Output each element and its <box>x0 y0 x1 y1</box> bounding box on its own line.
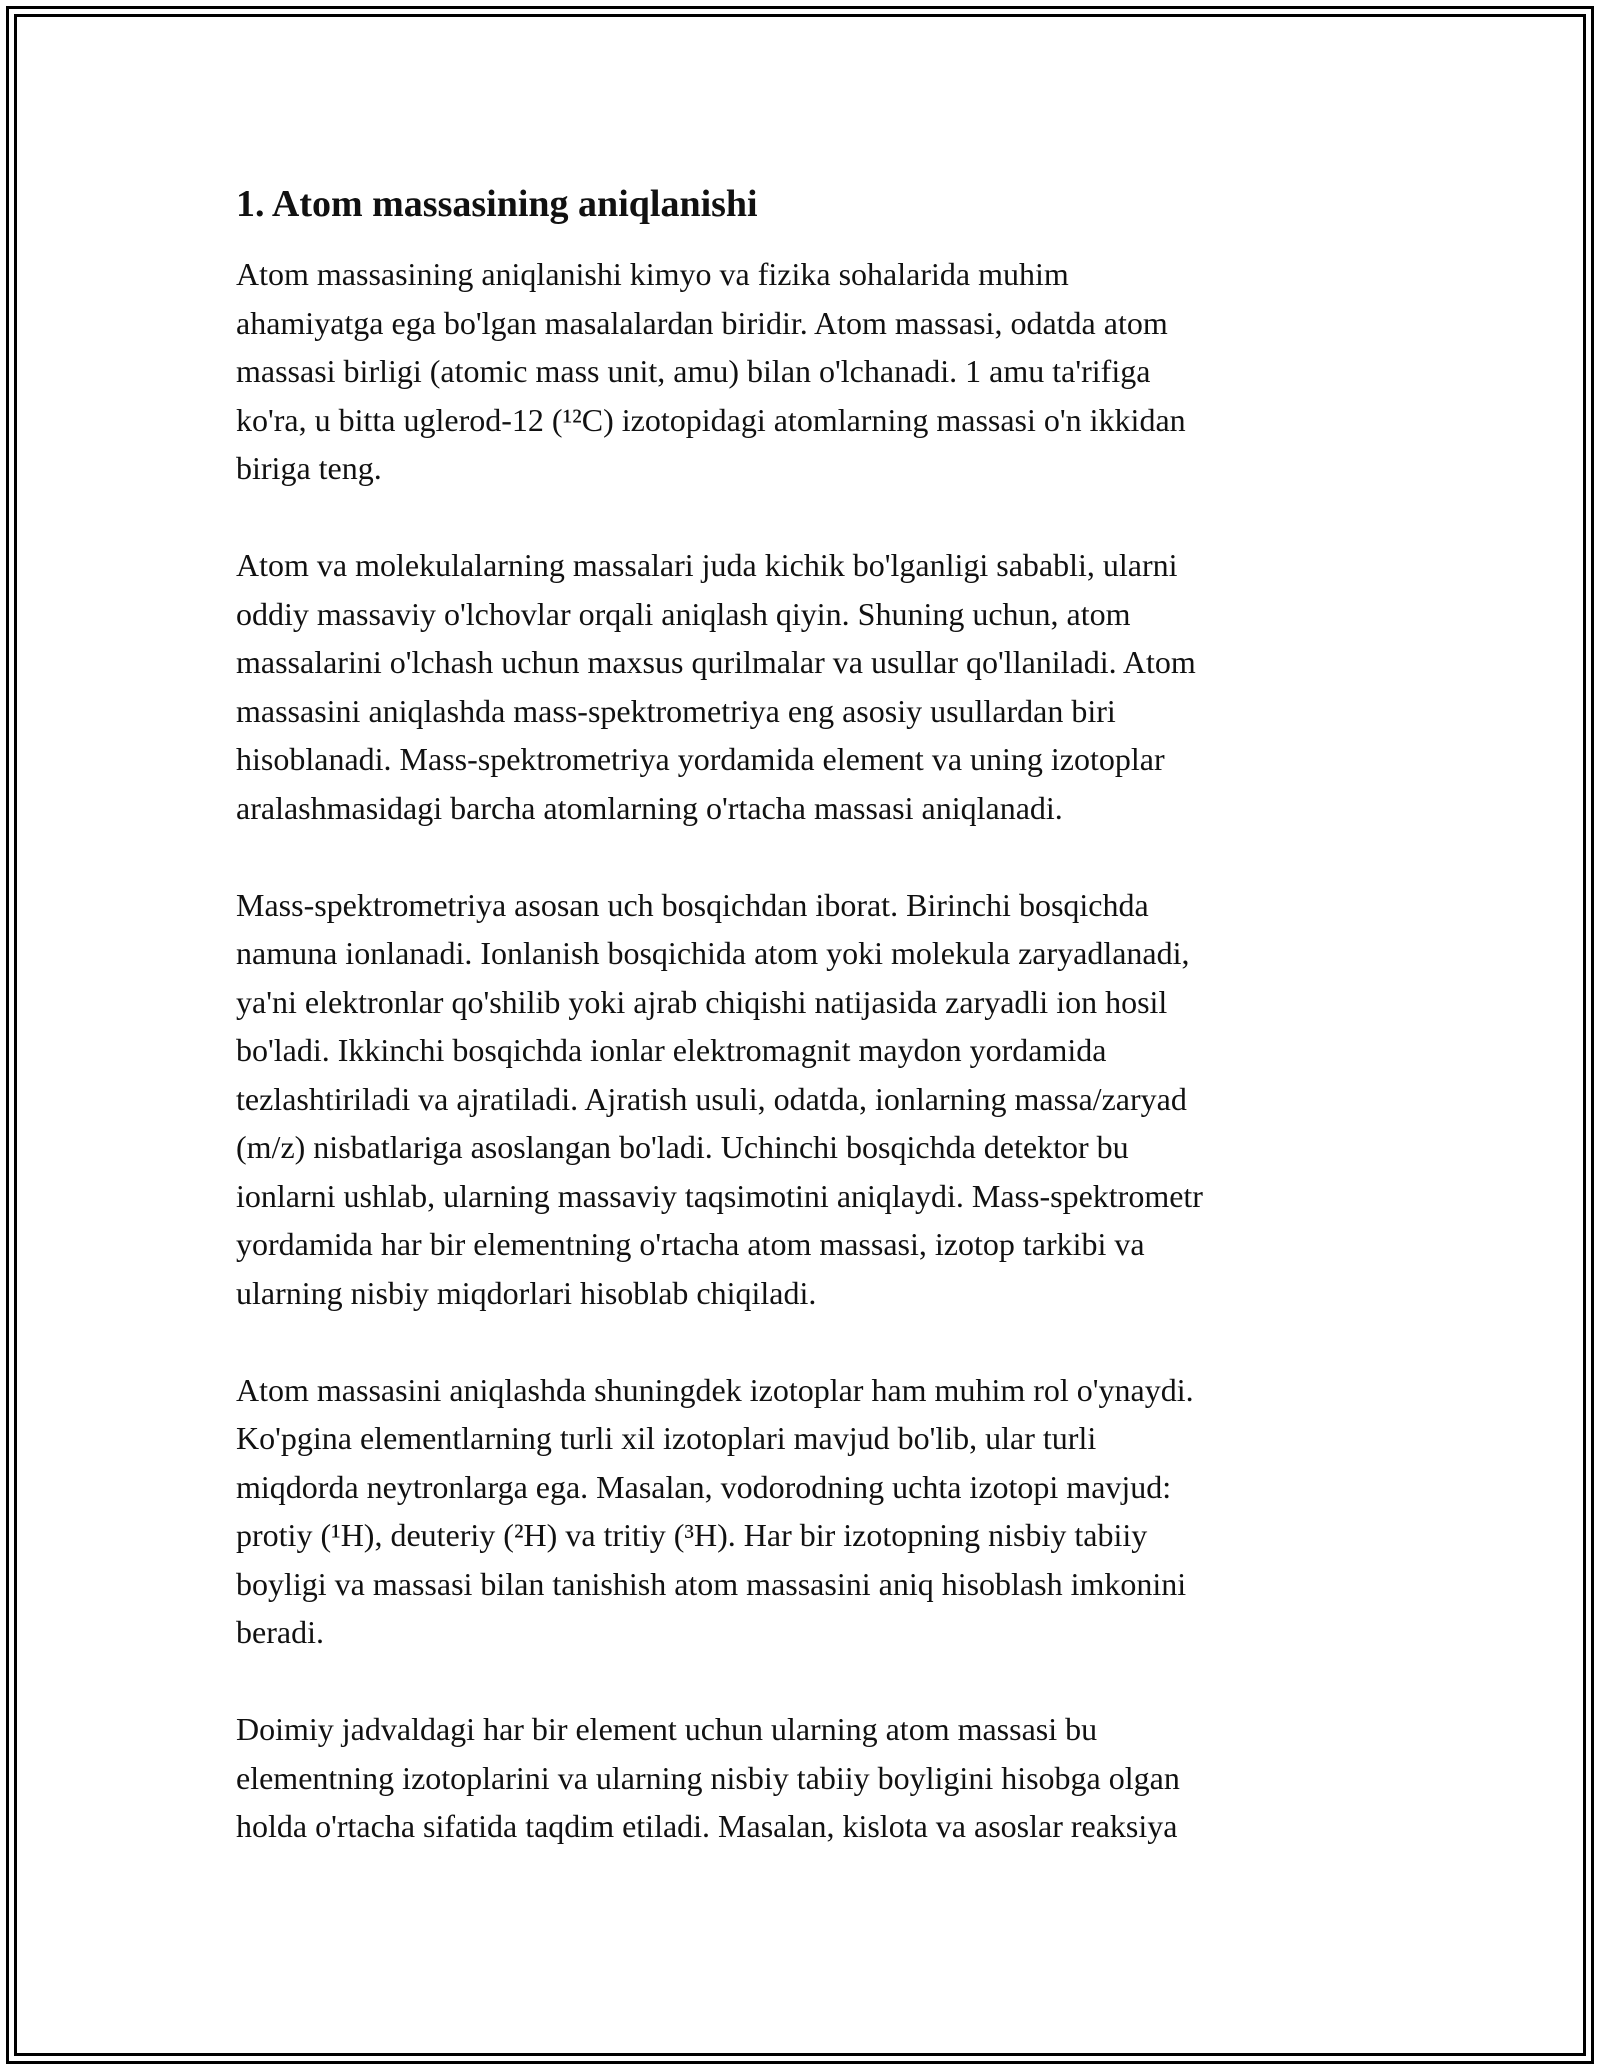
text-line: hisoblanadi. Mass-spektrometriya yordamida element va uning izotoplar <box>236 741 1165 777</box>
text-line: yordamida har bir elementning o'rtacha atom massasi, izotop tarkibi va <box>236 1226 1145 1262</box>
text-line: ularning nisbiy miqdorlari hisoblab chiqiladi. <box>236 1274 817 1311</box>
text-line: aralashmasidagi barcha atomlarning o'rtacha massasi aniqlanadi. <box>236 789 1063 826</box>
text-line: namuna ionlanadi. Ionlanish bosqichida atom yoki molekula zaryadlanadi, <box>236 935 1190 971</box>
text-line: boyligi va massasi bilan tanishish atom massasini aniq hisoblash imkonini <box>236 1565 1187 1602</box>
text-line: Atom massasini aniqlashda shuningdek izotoplar ham muhim rol o'ynaydi. <box>236 1371 1194 1408</box>
text-line: (m/z) nisbatlariga asoslangan bo'ladi. Uchinchi bosqichda detektor bu <box>236 1129 1129 1165</box>
text-line: Ko'pgina elementlarning turli xil izotoplari mavjud bo'lib, ular turli <box>236 1420 1097 1456</box>
text-line: massasini aniqlashda mass-spektrometriya eng asosiy usullardan biri <box>236 692 1116 729</box>
text-line: massalarini o'lchash uchun maxsus qurilmalar va usullar qo'llaniladi. Atom <box>236 644 1196 680</box>
text-line: protiy (¹H), deuteriy (²H) va tritiy (³H). Har bir izotopning nisbiy tabiiy <box>236 1517 1148 1553</box>
text-line: ahamiyatga ega bo'lgan masalalardan biridir. Atom massasi, odatda atom <box>236 304 1168 341</box>
text-line: ya'ni elektronlar qo'shilib yoki ajrab chiqishi natijasida zaryadli ion hosil <box>236 983 1168 1020</box>
section-heading: 1. Atom massasining aniqlanishi <box>236 183 758 225</box>
text-line: bo'ladi. Ikkinchi bosqichda ionlar elektromagnit maydon yordamida <box>236 1032 1107 1068</box>
paragraph-1 <box>236 250 1366 493</box>
text-line: ko'ra, u bitta uglerod-12 (¹²C) izotopidagi atomlarning massasi o'n ikkidan <box>236 401 1186 438</box>
paragraph-3 <box>236 881 1366 1318</box>
text-line: miqdorda neytronlarga ega. Masalan, vodorodning uchta izotopi mavjud: <box>236 1468 1172 1505</box>
document-body <box>236 180 1366 1899</box>
text-line: biriga teng. <box>236 450 382 486</box>
text-line: Mass-spektrometriya asosan uch bosqichdan iborat. Birinchi bosqichda <box>236 886 1149 923</box>
text-line: holda o'rtacha sifatida taqdim etiladi. Masalan, kislota va asoslar reaksiya <box>236 1808 1178 1844</box>
text-line: oddiy massaviy o'lchovlar orqali aniqlash qiyin. Shuning uchun, atom <box>236 595 1131 632</box>
paragraph-2 <box>236 541 1366 832</box>
paragraph-4 <box>236 1366 1366 1657</box>
text-line: ionlarni ushlab, ularning massaviy taqsimotini aniqlaydi. Mass-spektrometr <box>236 1177 1203 1214</box>
text-line: tezlashtiriladi va ajratiladi. Ajratish usuli, odatda, ionlarning massa/zaryad <box>236 1080 1187 1117</box>
text-line: massasi birligi (atomic mass unit, amu) bilan o'lchanadi. 1 amu ta'rifiga <box>236 353 1151 389</box>
text-line: beradi. <box>236 1614 324 1650</box>
text-line: Doimiy jadvaldagi har bir element uchun ularning atom massasi bu <box>236 1711 1098 1747</box>
paragraph-5 <box>236 1705 1366 1851</box>
text-line: Atom va molekulalarning massalari juda kichik bo'lganligi sababli, ularni <box>236 547 1178 583</box>
text-line: elementning izotoplarini va ularning nisbiy tabiiy boyligini hisobga olgan <box>236 1759 1180 1796</box>
text-line: Atom massasining aniqlanishi kimyo va fizika sohalarida muhim <box>236 256 1069 292</box>
